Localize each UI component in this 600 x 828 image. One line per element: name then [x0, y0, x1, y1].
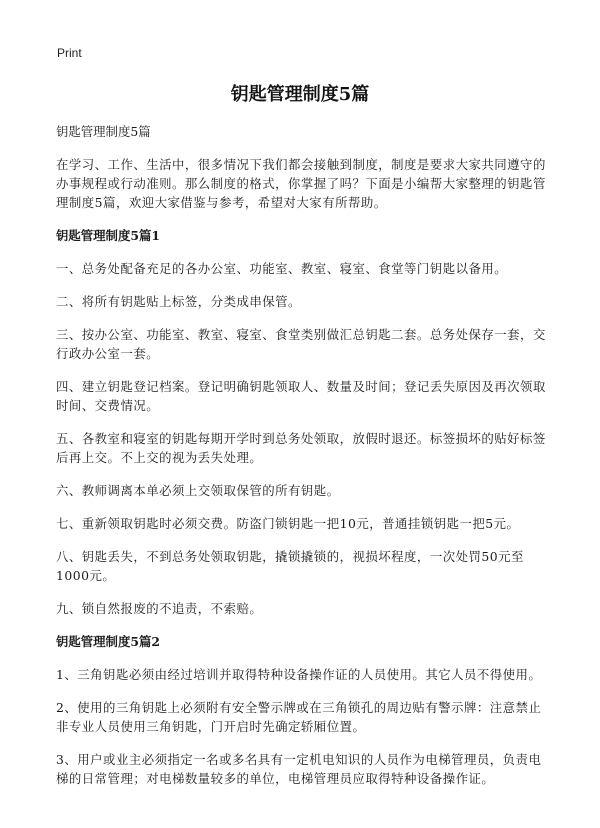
print-label: Print [57, 46, 82, 60]
section-1-item: 七、重新领取钥匙时必须交费。防盗门锁钥匙一把10元，普通挂锁钥匙一把5元。 [56, 516, 520, 531]
section-2-item: 3、用户或业主必须指定一名或多名具有一定机电知识的人员作为电梯管理员，负责电梯的日常管理；对电梯数量较多的单位，电梯管理员应取得特种设备操作证。 [56, 752, 542, 786]
section-1-item: 一、总务处配备充足的各办公室、功能室、教室、寝室、食堂等门钥匙以备用。 [56, 261, 508, 276]
section-2-item: 2、使用的三角钥匙上必须附有安全警示牌或在三角锁孔的周边贴有警示牌：注意禁止非专业人员使用三角钥匙，门开启时先确定轿厢位置。 [56, 700, 542, 734]
section-2-item: 1、三角钥匙必须由经过培训并取得特种设备操作证的人员使用。其它人员不得使用。 [56, 667, 542, 682]
section-1-item: 五、各教室和寝室的钥匙每期开学时到总务处领取，放假时退还。标签损坏的贴好标签后再上交。不上交的视为丢失处理。 [56, 431, 546, 465]
section-2-heading: 钥匙管理制度5篇2 [56, 634, 160, 649]
section-1-heading: 钥匙管理制度5篇1 [56, 228, 160, 243]
intro-paragraph: 在学习、工作、生活中，很多情况下我们都会接触到制度，制度是要求大家共同遵守的办事规程或行动准则。那么制度的格式，你掌握了吗？下面是小编帮大家整理的钥匙管理制度5篇，欢迎大家借鉴与参考，希望对大家有所帮助。 [56, 157, 546, 210]
section-1-item: 四、建立钥匙登记档案。登记明确钥匙领取人、数量及时间；登记丢失原因及再次领取时间、交费情况。 [56, 379, 546, 413]
section-1-item: 八、钥匙丢失，不到总务处领取钥匙，撬锁撬锁的，视损坏程度，一次处罚50元至1000元。 [56, 549, 524, 583]
document-subtitle: 钥匙管理制度5篇 [56, 124, 151, 139]
section-1-item: 九、锁自然报废的不追责，不索赔。 [56, 601, 263, 616]
document-title: 钥匙管理制度5篇 [230, 84, 370, 105]
section-1-item: 二、将所有钥匙贴上标签，分类成串保管。 [56, 294, 301, 309]
document-body [56, 122, 548, 802]
section-1-item: 三、按办公室、功能室、教室、寝室、食堂类别做汇总钥匙二套。总务处保存一套，交行政办公室一套。 [56, 327, 546, 361]
section-1-item: 六、教师调离本单必须上交领取保管的所有钥匙。 [56, 483, 340, 498]
